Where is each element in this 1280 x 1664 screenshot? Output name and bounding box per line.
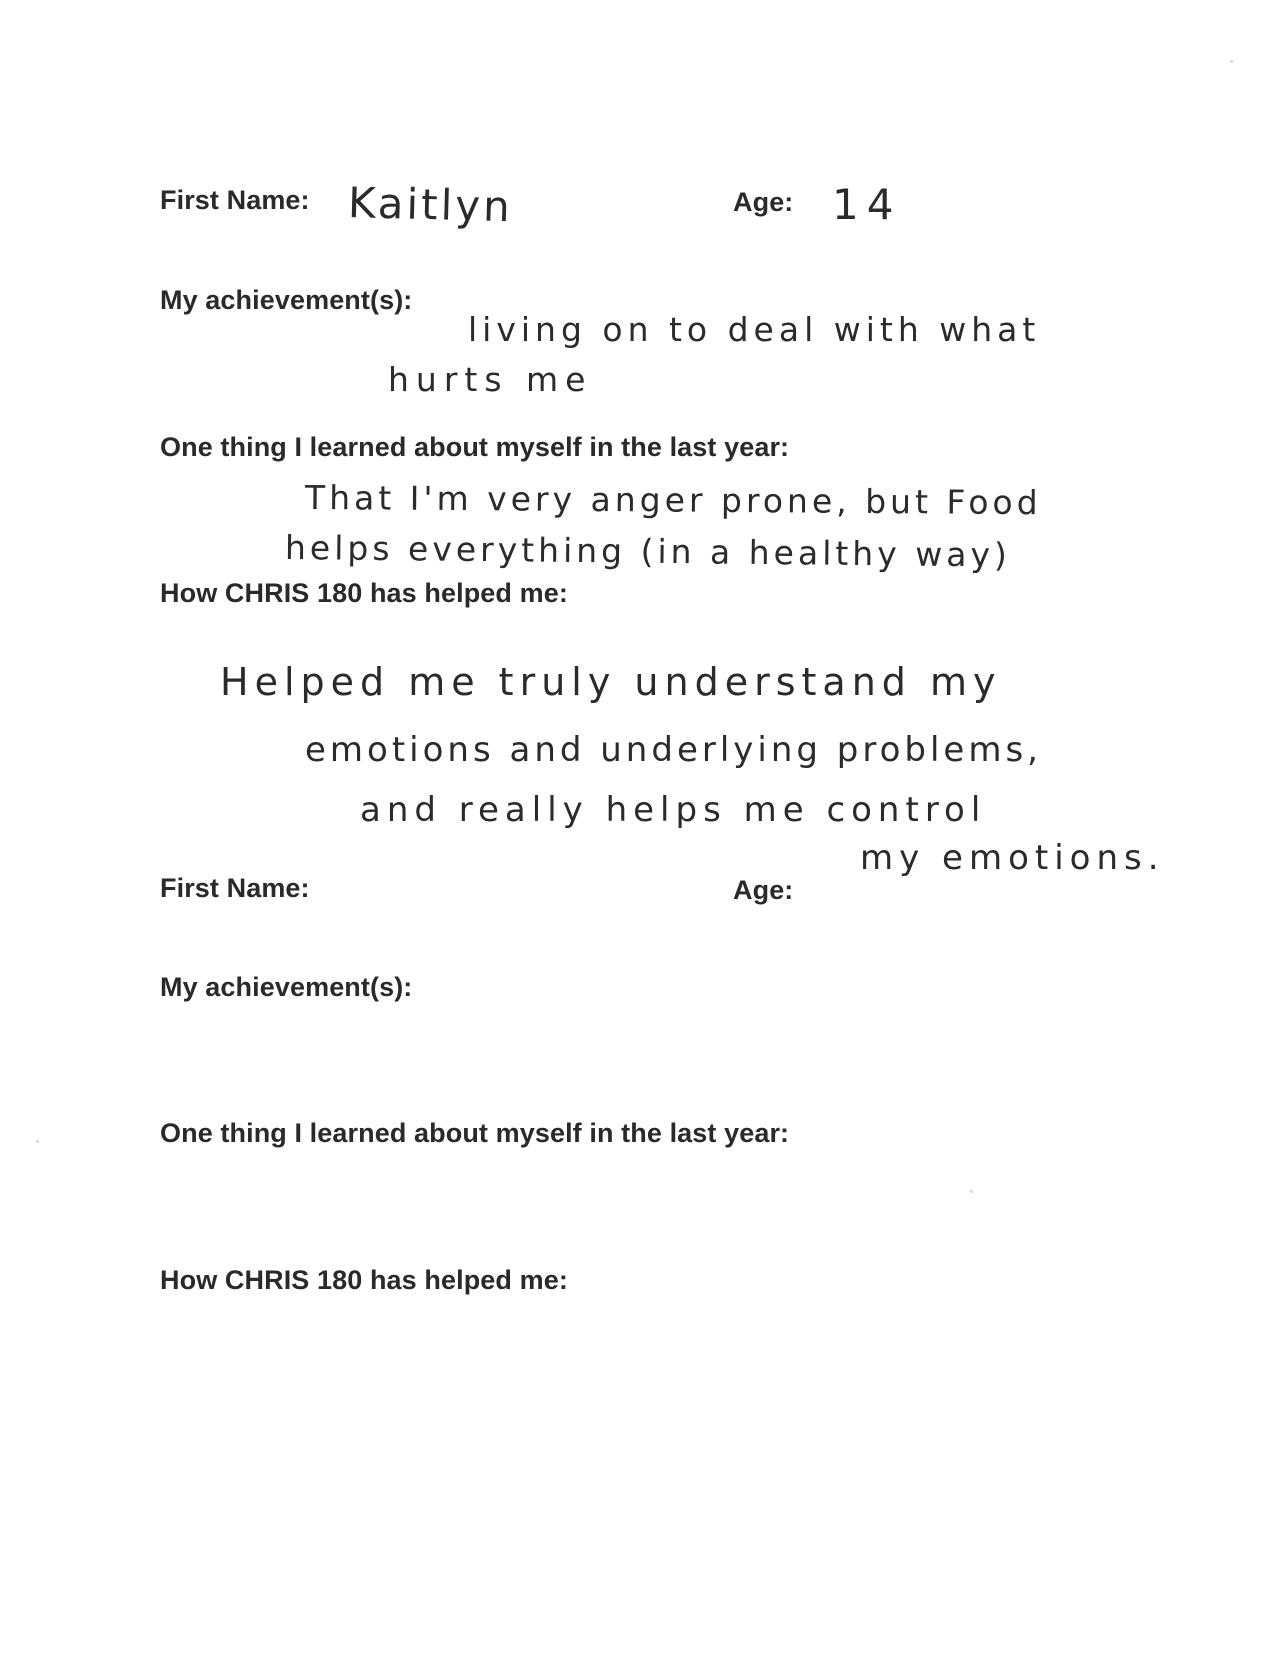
helped-label-2: How CHRIS 180 has helped me: — [160, 1265, 568, 1295]
first-name-label-2: First Name: — [160, 873, 310, 903]
achievement-line-1: living on to deal with what — [468, 310, 1041, 349]
helped-line-3: and really helps me control — [360, 790, 987, 830]
learned-line-2: helps everything (in a healthy way) — [284, 528, 1012, 575]
first-name-value: Kaitlyn — [347, 178, 514, 232]
achievement-label-2: My achievement(s): — [160, 972, 413, 1002]
helped-label: How CHRIS 180 has helped me: — [160, 578, 568, 608]
age-value: 14 — [832, 180, 902, 229]
scan-speck — [1230, 60, 1233, 63]
helped-line-4: my emotions. — [860, 838, 1165, 878]
age-label-2: Age: — [733, 875, 794, 905]
scan-speck — [970, 1190, 973, 1193]
learned-label-2: One thing I learned about myself in the last year: — [160, 1118, 790, 1148]
achievement-label: My achievement(s): — [160, 285, 413, 315]
learned-label: One thing I learned about myself in the last year: — [160, 432, 790, 462]
scan-speck — [36, 1140, 39, 1143]
first-name-label: First Name: — [160, 185, 310, 215]
learned-line-1: That I'm very anger prone, but Food — [304, 478, 1042, 523]
helped-line-1: Helped me truly understand my — [220, 660, 1002, 704]
helped-line-2: emotions and underlying problems, — [305, 730, 1042, 770]
achievement-line-2: hurts me — [388, 360, 593, 399]
age-label: Age: — [733, 187, 794, 217]
